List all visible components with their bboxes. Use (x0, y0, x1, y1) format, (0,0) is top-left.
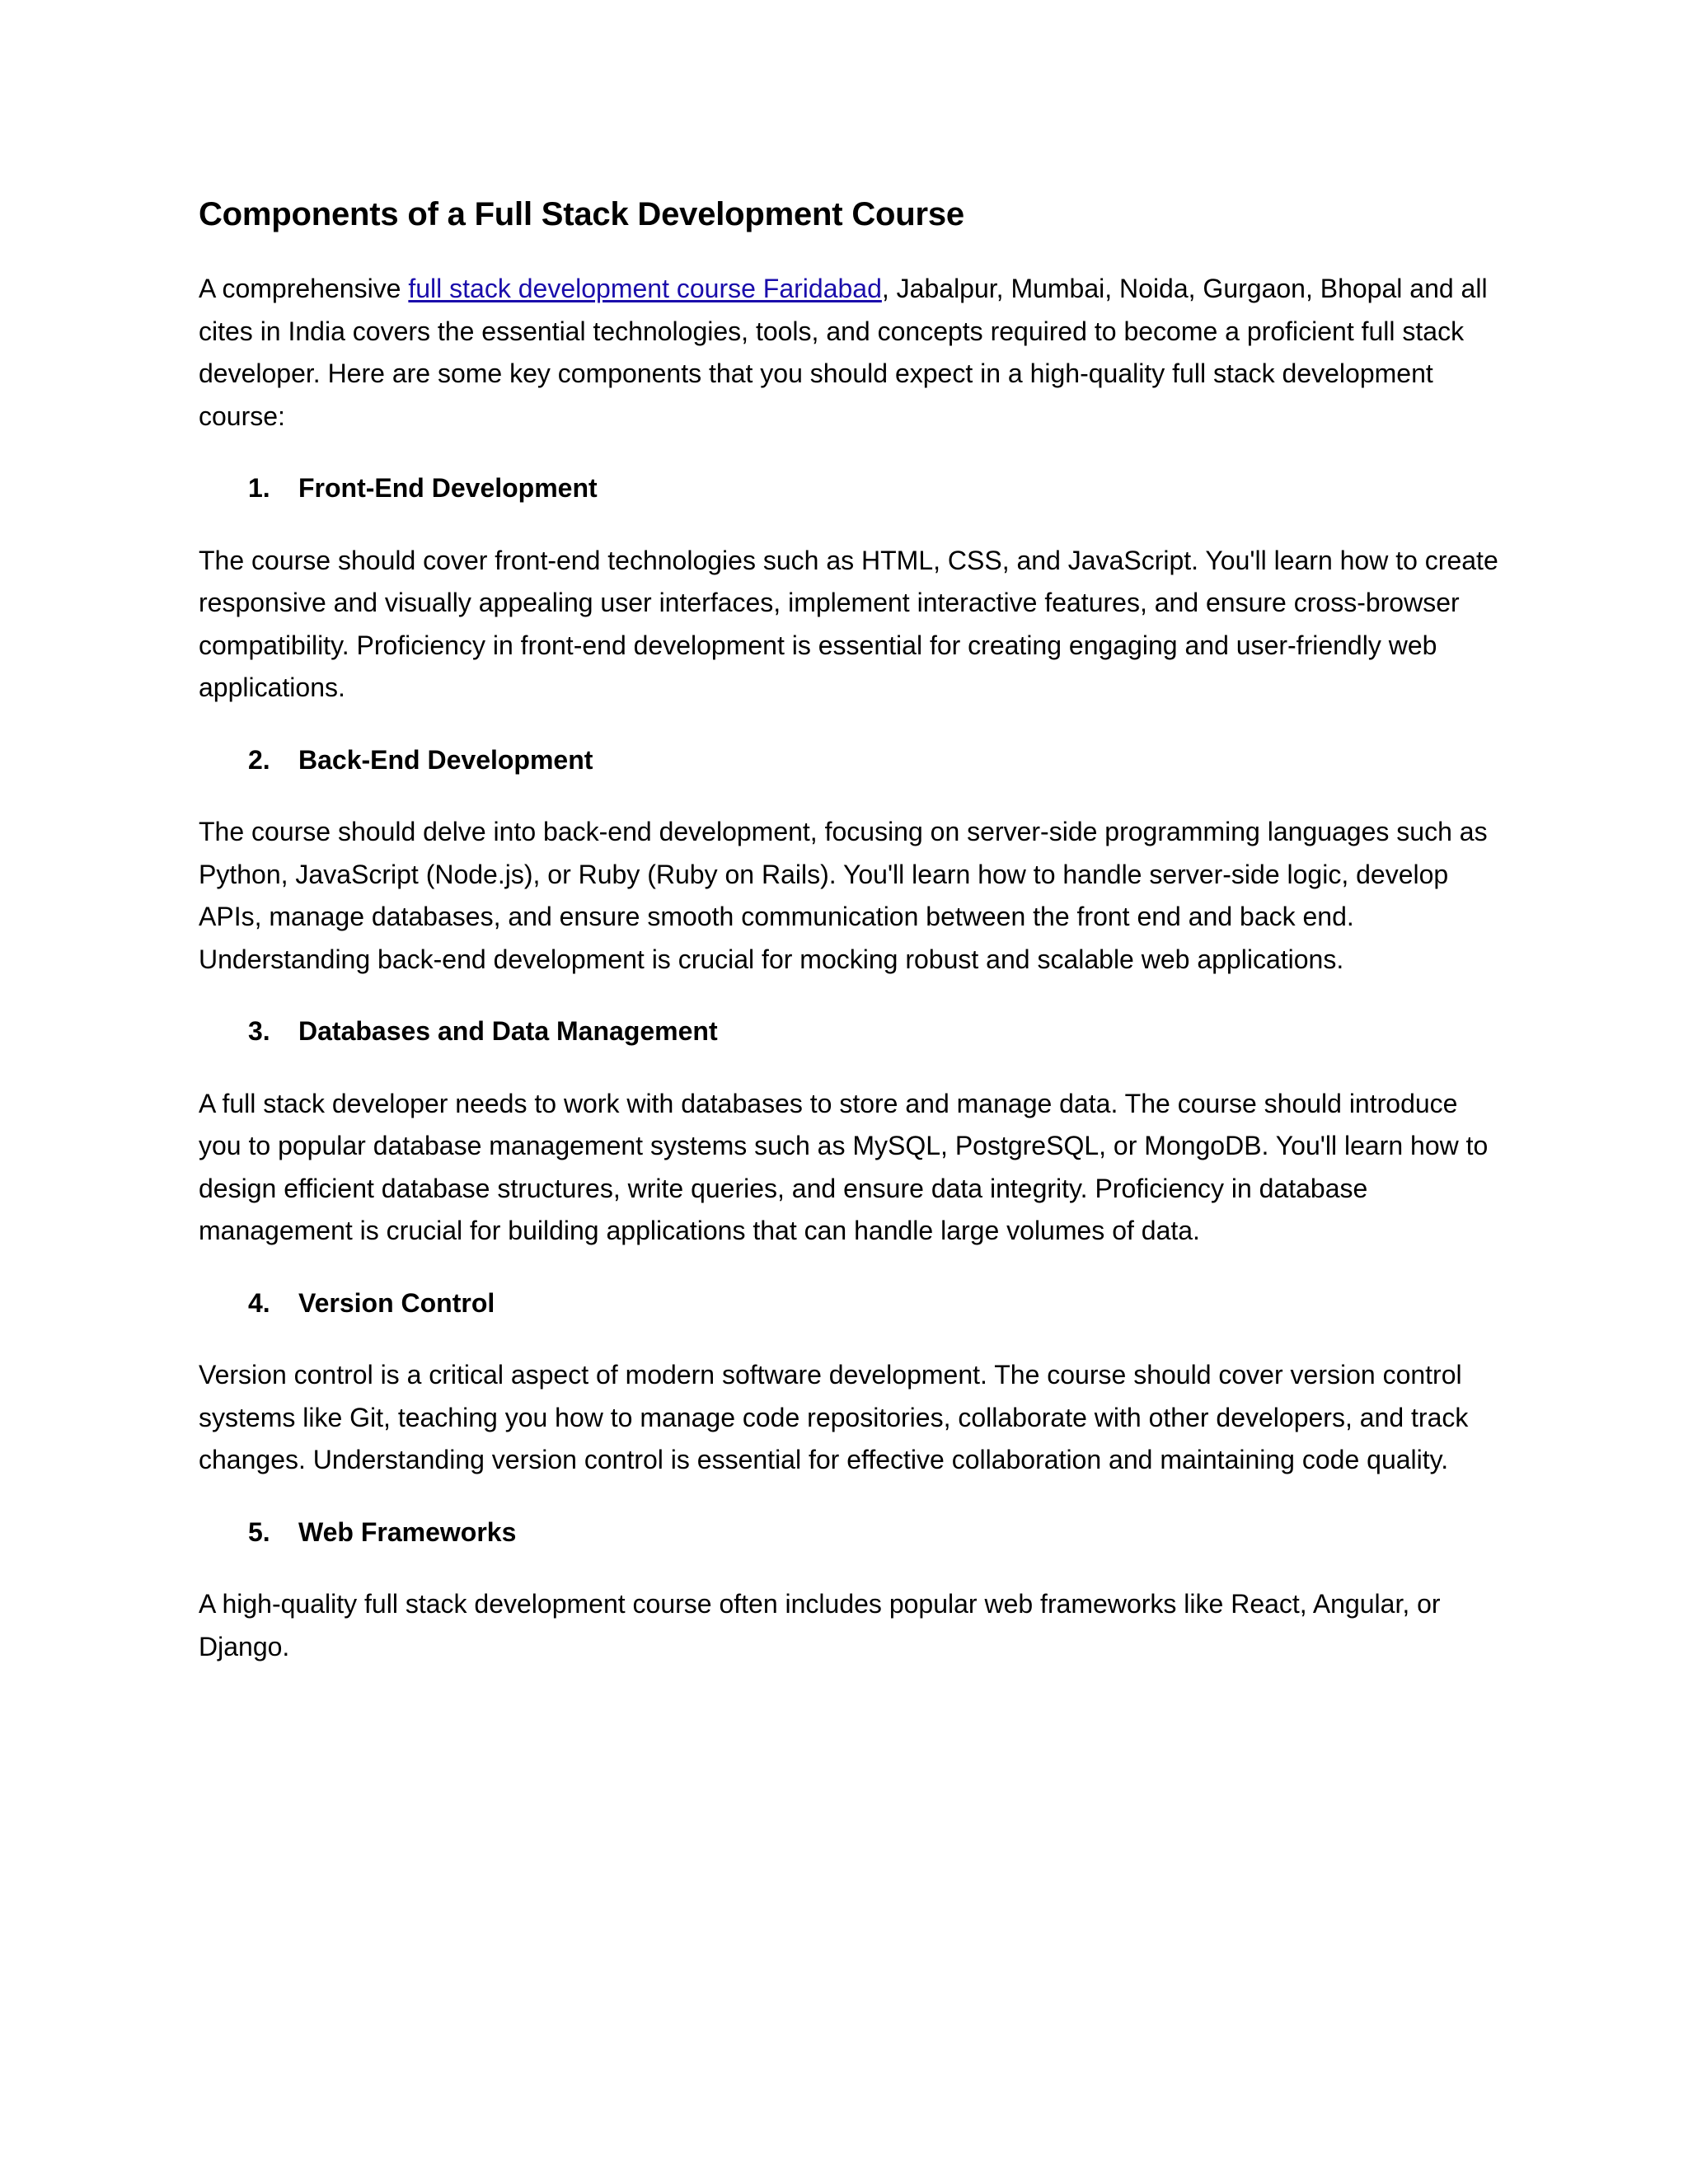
section-number: 3. (248, 1016, 270, 1046)
section-title: Back-End Development (298, 744, 593, 775)
intro-suffix: , Jabalpur, Mumbai, Noida, Gurgaon, Bhopal and all cites in India covers the essential technologies, tools, and concepts required to become a proficient full stack developer. Here are some key components that you should expect in a high-quality full stack development course: (199, 274, 1488, 431)
course-link[interactable]: full stack development course Faridabad (408, 274, 882, 303)
section-heading-version-control (199, 1282, 1501, 1325)
section-number: 4. (248, 1287, 270, 1318)
document-title: Components of a Full Stack Development Course (199, 196, 964, 232)
section-number: 5. (248, 1516, 270, 1547)
section-title: Version Control (298, 1287, 495, 1318)
section-heading-databases (199, 1010, 1501, 1053)
section-body-back-end: The course should delve into back-end development, focusing on server-side programming languages such as Python, JavaScript (Node.js), or Ruby (Ruby on Rails). You'll learn how to handle server-side logic, develop APIs, manage databases, and ensure smooth communication between the front end and back end. Understanding back-end development is crucial for mocking robust and scalable web applications. (199, 817, 1488, 974)
section-title: Web Frameworks (298, 1516, 517, 1547)
section-body-front-end: The course should cover front-end technologies such as HTML, CSS, and JavaScript. You'll learn how to create responsive and visually appealing user interfaces, implement interactive features, and ensure cross-browser compatibility. Proficiency in front-end development is essential for creating engaging and user-friendly web applications. (199, 545, 1498, 702)
section-title: Databases and Data Management (298, 1016, 718, 1046)
section-title: Front-End Development (298, 473, 598, 503)
intro-prefix: A comprehensive (199, 274, 409, 303)
section-heading-back-end (199, 739, 1501, 782)
document-content (199, 194, 1501, 1698)
section-body-version-control: Version control is a critical aspect of modern software development. The course should cover version control systems like Git, teaching you how to manage code repositories, collaborate with other developers, and track changes. Understanding version control is essential for effective collaboration and maintaining code quality. (199, 1360, 1469, 1474)
section-body-databases: A full stack developer needs to work with databases to store and manage data. The course should introduce you to popular database management systems such as MySQL, PostgreSQL, or MongoDB. You'll learn how to design efficient database structures, write queries, and ensure data integrity. Proficiency in database management is crucial for building applications that can handle large volumes of data. (199, 1088, 1489, 1245)
intro-paragraph (199, 268, 1501, 438)
section-number: 1. (248, 473, 270, 503)
section-body-web-frameworks: A high-quality full stack development course often includes popular web frameworks like React, Angular, or Django. (199, 1589, 1441, 1661)
section-heading-front-end (199, 467, 1501, 510)
section-heading-web-frameworks (199, 1511, 1501, 1554)
section-number: 2. (248, 744, 270, 775)
